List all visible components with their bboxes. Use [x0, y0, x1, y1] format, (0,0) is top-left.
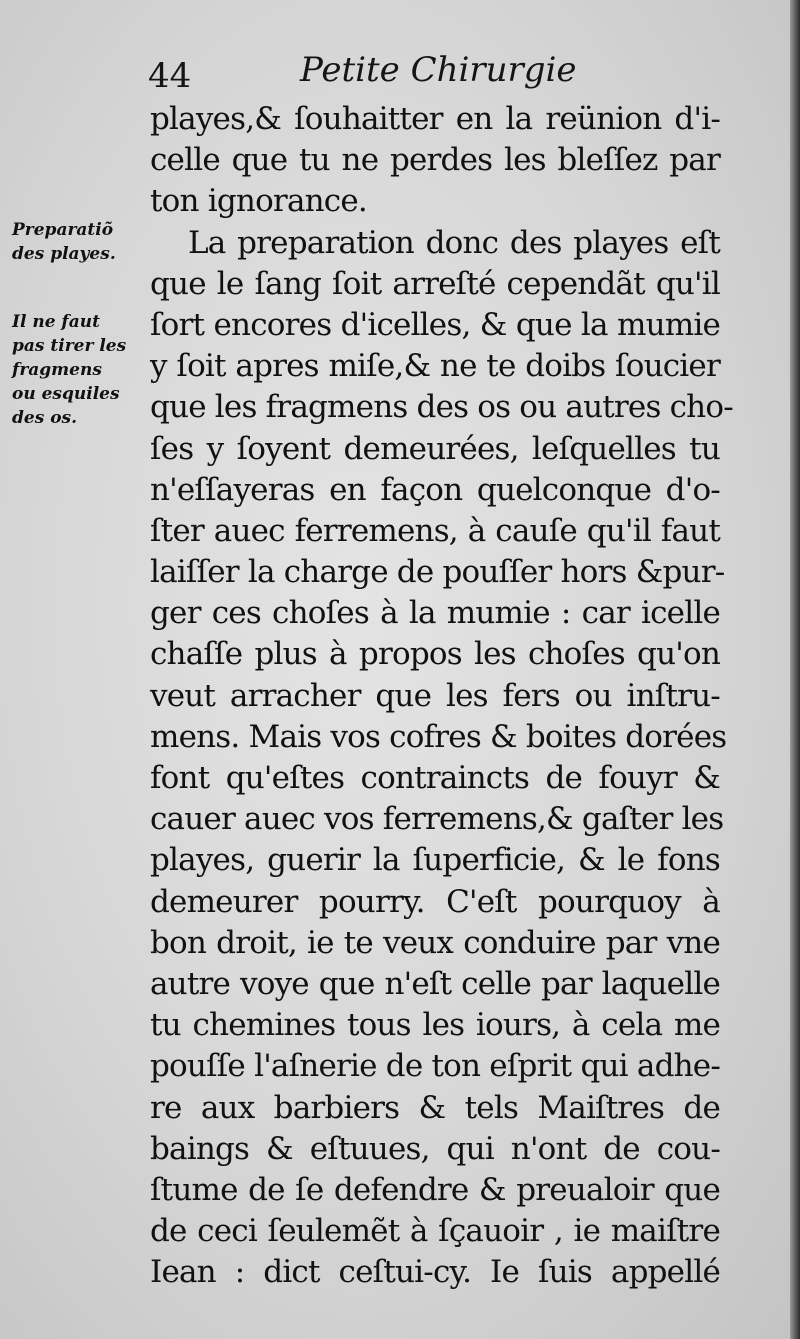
margin-note-line: ou esquiles — [12, 384, 120, 404]
text-line: pouſſe l'aſnerie de ton eſprit qui adhe- — [150, 1048, 720, 1085]
text-line: y ſoit apres miſe,& ne te doibs ſoucier — [150, 348, 720, 385]
text-line: Iean : dict ceſtui-cy. Ie ſuis appellé — [150, 1254, 720, 1291]
text-line: tu chemines tous les iours, à cela me — [150, 1007, 720, 1044]
page-edge-shadow — [790, 0, 800, 1339]
text-line: playes,& ſouhaitter en la reünion d'i- — [150, 101, 720, 137]
text-line: La preparation donc des playes eſt — [188, 224, 720, 261]
page-number: 44 — [148, 56, 192, 96]
text-line: bon droit, ie te veux conduire par vne — [150, 924, 720, 961]
text-line: chaſſe plus à propos les choſes qu'on — [150, 636, 720, 673]
text-line: laiſſer la charge de pouſſer hors &pur- — [150, 554, 725, 591]
text-line: re aux barbiers & tels Maiſtres de — [150, 1089, 720, 1126]
text-line: ſtume de ſe defendre & preualoir que — [150, 1171, 720, 1208]
margin-note-line: pas tirer les — [12, 336, 127, 356]
margin-note-line: des playes. — [12, 244, 116, 264]
text-line: que les fragmens des os ou autres cho- — [150, 389, 733, 426]
text-line: que le ſang ſoit arreſté cependãt qu'il — [150, 265, 720, 302]
text-line: ger ces choſes à la mumie : car icelle — [150, 595, 720, 632]
running-title: Petite Chirurgie — [300, 50, 577, 90]
margin-note-line: fragmens — [12, 360, 102, 380]
margin-note-line: des os. — [12, 408, 78, 428]
text-line: ton ignorance. — [150, 183, 367, 220]
margin-note-fragments — [12, 310, 152, 430]
text-line: mens. Mais vos cofres & boites dorées — [150, 718, 727, 755]
text-line: celle que tu ne perdes les bleſſez par — [150, 142, 720, 179]
text-line: de ceci ſeulemẽt à ſçauoir , ie maiſtre — [150, 1213, 720, 1250]
text-line: baings & eſtuues, qui n'ont de cou- — [150, 1130, 720, 1167]
margin-note-preparation — [12, 218, 152, 266]
text-line: ſes y ſoyent demeurées, leſquelles tu — [150, 430, 720, 467]
text-line: n'eſſayeras en façon quelconque d'o- — [150, 471, 720, 508]
text-line: font qu'eſtes contraincts de fouyr & — [150, 760, 720, 796]
margin-note-line: Preparatiõ — [12, 220, 114, 240]
margin-notes — [12, 218, 152, 474]
text-line: demeurer pourry. C'eſt pourquoy à — [150, 883, 720, 920]
margin-note-line: Il ne faut — [12, 312, 100, 332]
text-line: autre voye que n'eſt celle par laquelle — [150, 965, 720, 1002]
body-text — [150, 99, 733, 1293]
text-line: cauer auec vos ferremens,& gaſter les — [150, 801, 724, 838]
text-line: playes, guerir la ſuperficie, & le fons — [150, 842, 720, 879]
text-line: ſort encores d'icelles, & que la mumie — [150, 306, 720, 343]
page-header — [0, 50, 790, 100]
text-line: veut arracher que les fers ou inſtru- — [150, 677, 720, 714]
text-line: ſter auec ferremens, à cauſe qu'il faut — [150, 512, 720, 549]
